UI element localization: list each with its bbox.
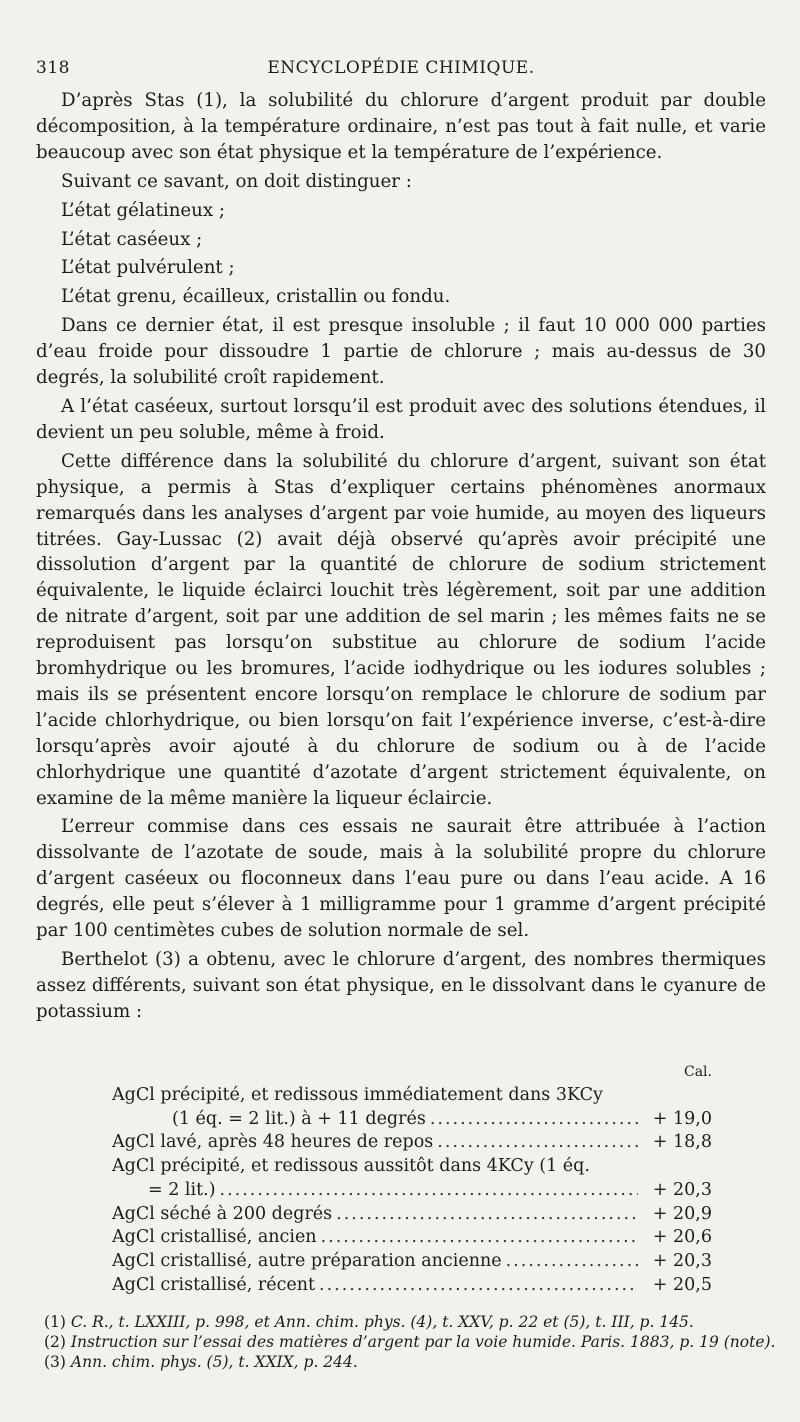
table-row (112, 1131, 712, 1155)
leader-dots (430, 1108, 638, 1132)
leader-dots (319, 1274, 638, 1298)
row-label: AgCl séché à 200 degrés (112, 1203, 333, 1224)
table-row (112, 1179, 712, 1203)
row-label: AgCl cristallisé, autre préparation ancienne (112, 1250, 502, 1271)
paragraph: Berthelot (3) a obtenu, avec le chlorure d’argent, des nombres thermiques assez différents, suivant son état physique, en le dissolvant dans le cyanure de potassium : (36, 949, 766, 1022)
row-label: AgCl cristallisé, récent (112, 1274, 316, 1295)
footnote-text: Ann. chim. phys. (5), t. XXIX, p. 244. (70, 1353, 358, 1371)
table-row (112, 1203, 712, 1227)
footnote-text: C. R., t. LXXIII, p. 998, et Ann. chim. phys. (4), t. XXV, p. 22 et (5), t. III, p. 145. (70, 1313, 694, 1331)
table-row (112, 1226, 712, 1250)
footnote-marker: (1) (44, 1313, 66, 1331)
table-row (112, 1108, 712, 1132)
table-row (112, 1274, 712, 1298)
table-row (112, 1084, 712, 1108)
list-item: L’état gélatineux ; (61, 199, 226, 221)
footnotes (44, 1312, 776, 1372)
leader-dots (220, 1179, 638, 1203)
row-label: (1 éq. = 2 lit.) à + 11 degrés (172, 1108, 426, 1129)
unit-label: Cal. (684, 1064, 712, 1080)
row-value: + 18,8 (652, 1132, 712, 1153)
page-number: 318 (36, 58, 70, 78)
row-value: + 20,5 (652, 1274, 712, 1295)
table-row (112, 1155, 712, 1179)
footnote (44, 1312, 766, 1332)
footnote-text: Instruction sur l’essai des matières d’argent par la voie humide. Paris. 1883, p. 19 (note). (70, 1333, 776, 1351)
leader-dots (321, 1226, 638, 1250)
running-title: ENCYCLOPÉDIE CHIMIQUE. (267, 58, 535, 78)
row-label: AgCl précipité, et redissous immédiatement dans 3KCy (112, 1085, 603, 1105)
row-value: + 19,0 (652, 1108, 712, 1129)
paragraph: Suivant ce savant, on doit distinguer : (61, 170, 412, 192)
footnote (44, 1332, 776, 1352)
list-item: L’état grenu, écailleux, cristallin ou fondu. (61, 286, 451, 308)
list-item: L’état pulvérulent ; (61, 257, 235, 279)
body-text (36, 88, 766, 1028)
leader-dots (336, 1203, 638, 1227)
leader-dots (437, 1131, 638, 1155)
footnote-marker: (3) (44, 1353, 66, 1371)
footnote-marker: (2) (44, 1333, 66, 1351)
page-header (36, 58, 766, 82)
row-label: AgCl précipité, et redissous aussitôt dans 4KCy (1 éq. (112, 1156, 590, 1177)
paragraph: Dans ce dernier état, il est presque insoluble ; il faut 10 000 000 parties d’eau froide pour dissoudre 1 partie de chlorure ; mais au-dessus de 30 degrés, la solubilité croît rapidement. (36, 315, 766, 389)
table-row (112, 1250, 712, 1274)
paragraph: Cette différence dans la solubilité du chlorure d’argent, suivant son état physique, a permis à Stas d’expliquer certains phénomènes anormaux remarqués dans les analyses d’argent par voie humide, au moyen des liqueurs titrées. Gay-Lussac (2) avait déjà observé qu’après avoir précipité une dissolution d’argent par la quantité de chlorure de sodium strictement équivalente, le liquide éclairci louchit très légèrement, soit par une addition de nitrate d’argent, soit par une addition de sel marin ; les mêmes faits ne se reproduisent pas lorsqu’on substitue au chlorure de sodium l’acide bromhydrique ou les bromures, l’acide iodhydrique ou les iodures solubles ; mais ils se présentent encore lorsqu’on remplace le chlorure de sodium par l’acide chlorhydrique, ou bien lorsqu’on fait l’expérience inverse, c’est-à-dire lorsqu’après avoir ajouté à du chlorure de sodium ou à de l’acide chlorhydrique une quantité d’azotate d’argent strictement équivalente, on examine de la même manière la liqueur éclaircie. (36, 450, 766, 809)
paragraph: L’erreur commise dans ces essais ne saurait être attribuée à l’action dissolvante de l’azotate de soude, mais à la solubilité propre du chlorure d’argent caséeux ou floconneux dans l’eau pure ou dans l’eau acide. A 16 degrés, elle peut s’élever à 1 milligramme pour 1 gramme d’argent précipité par 100 centimètes cubes de solution normale de sel. (36, 816, 766, 942)
thermal-data-table (112, 1062, 712, 1297)
row-label: = 2 lit.) (148, 1179, 216, 1200)
row-label: AgCl lavé, après 48 heures de repos (112, 1132, 434, 1153)
paragraph: D’après Stas (1), la solubilité du chlorure d’argent produit par double décomposition, à la température ordinaire, n’est pas tout à fait nulle, et varie beaucoup avec son état physique et la température de l’expérience. (36, 90, 766, 163)
list-item: L’état caséeux ; (61, 228, 203, 250)
footnote (44, 1352, 766, 1372)
paragraph: A l’état caséeux, surtout lorsqu’il est produit avec des solutions étendues, il devient un peu soluble, même à froid. (36, 395, 766, 443)
row-value: + 20,3 (652, 1250, 712, 1271)
row-value: + 20,6 (652, 1227, 712, 1248)
row-value: + 20,3 (652, 1179, 712, 1200)
leader-dots (506, 1250, 638, 1274)
row-label: AgCl cristallisé, ancien (112, 1227, 317, 1248)
row-value: + 20,9 (652, 1203, 712, 1224)
